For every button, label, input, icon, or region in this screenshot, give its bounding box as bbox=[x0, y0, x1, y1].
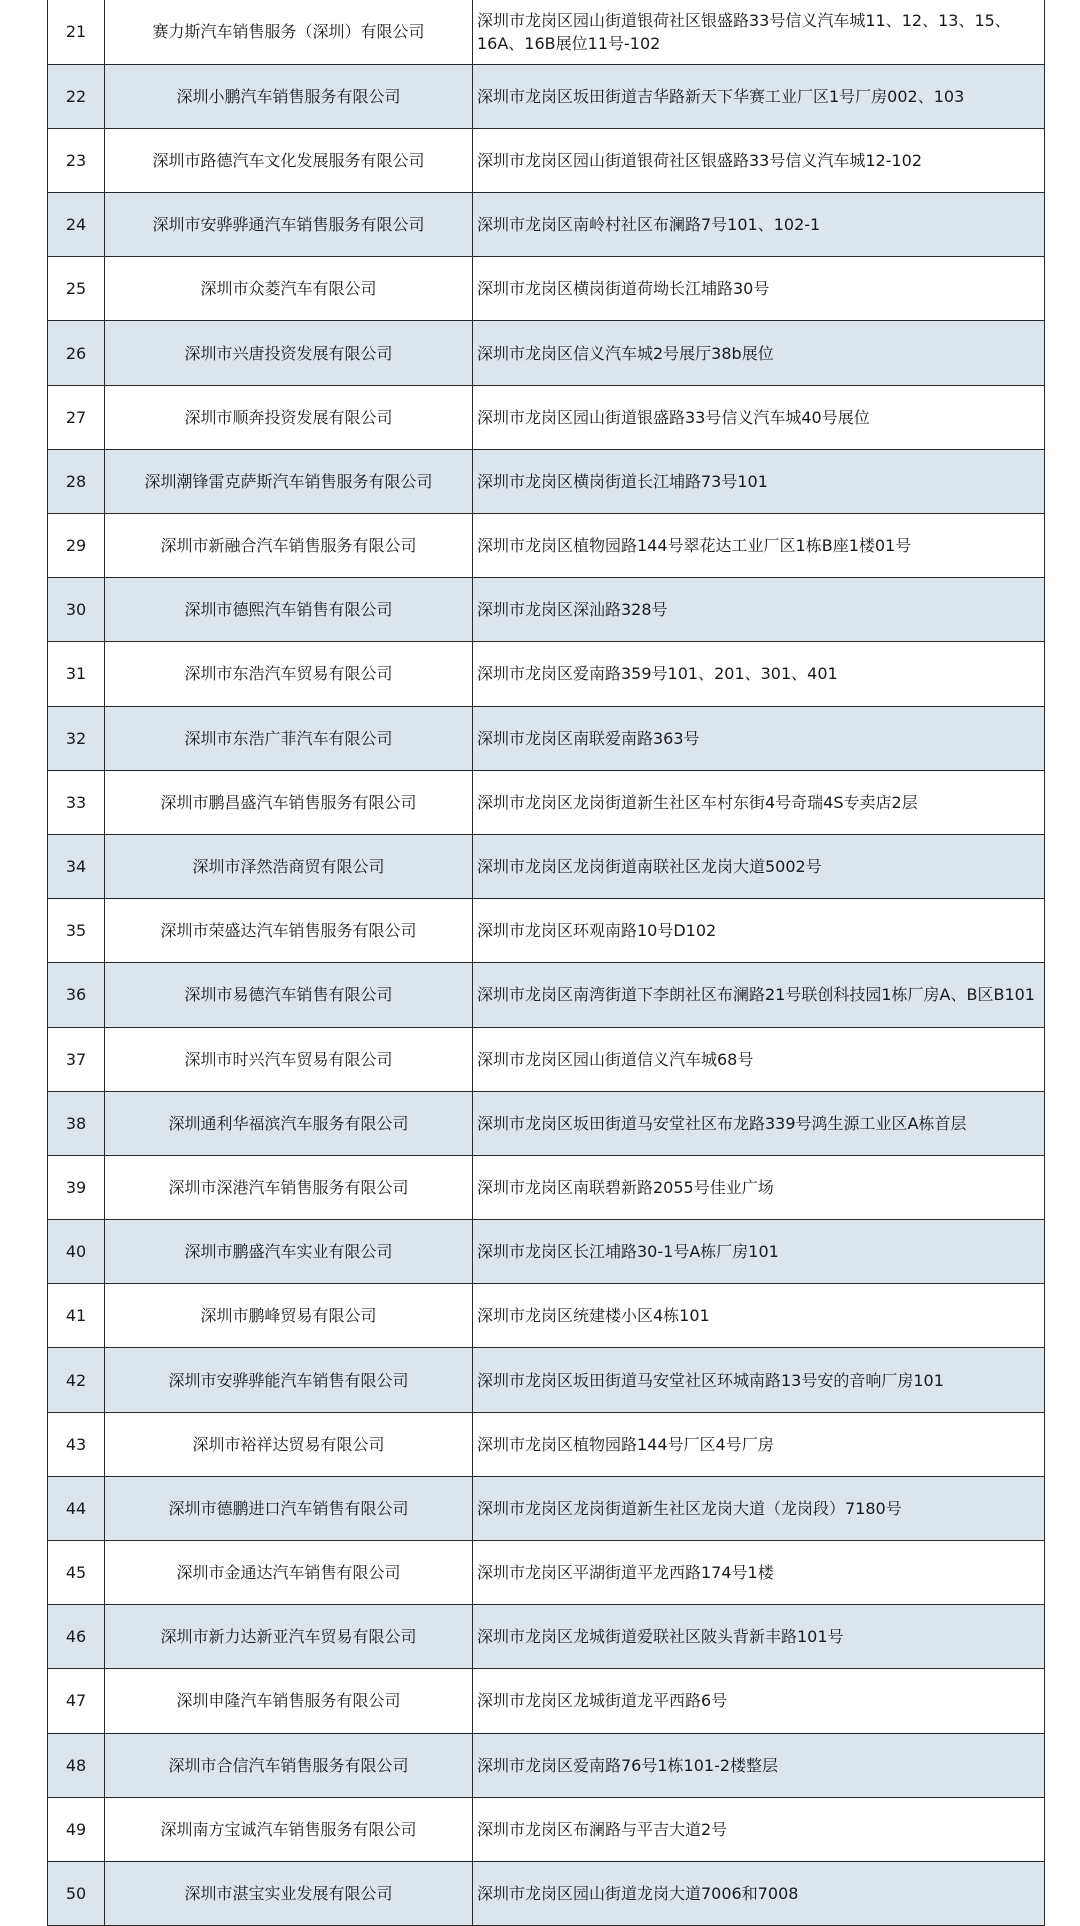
row-number: 26 bbox=[48, 321, 105, 385]
company-address: 深圳市龙岗区园山街道龙岗大道7006和7008 bbox=[473, 1861, 1045, 1925]
company-address: 深圳市龙岗区龙城街道爱联社区陂头背新丰路101号 bbox=[473, 1605, 1045, 1669]
table-row bbox=[48, 1797, 1045, 1861]
table-row bbox=[48, 642, 1045, 706]
row-number: 40 bbox=[48, 1220, 105, 1284]
company-address: 深圳市龙岗区平湖街道平龙西路174号1楼 bbox=[473, 1541, 1045, 1605]
table-row bbox=[48, 1027, 1045, 1091]
company-address: 深圳市龙岗区园山街道信义汽车城68号 bbox=[473, 1027, 1045, 1091]
table-row bbox=[48, 1155, 1045, 1219]
table-row bbox=[48, 899, 1045, 963]
dealer-table bbox=[47, 0, 1045, 1926]
company-name: 深圳市路德汽车文化发展服务有限公司 bbox=[105, 128, 473, 192]
company-name: 深圳市东浩汽车贸易有限公司 bbox=[105, 642, 473, 706]
company-address: 深圳市龙岗区园山街道银盛路33号信义汽车城40号展位 bbox=[473, 385, 1045, 449]
company-address: 深圳市龙岗区南岭村社区布澜路7号101、102-1 bbox=[473, 193, 1045, 257]
table-row bbox=[48, 1220, 1045, 1284]
row-number: 34 bbox=[48, 834, 105, 898]
company-name: 深圳市众菱汽车有限公司 bbox=[105, 257, 473, 321]
row-number: 33 bbox=[48, 770, 105, 834]
table-row bbox=[48, 1669, 1045, 1733]
row-number: 43 bbox=[48, 1412, 105, 1476]
row-number: 28 bbox=[48, 449, 105, 513]
company-address: 深圳市龙岗区爱南路359号101、201、301、401 bbox=[473, 642, 1045, 706]
row-number: 35 bbox=[48, 899, 105, 963]
company-name: 深圳市鹏峰贸易有限公司 bbox=[105, 1284, 473, 1348]
company-address: 深圳市龙岗区龙岗街道新生社区车村东街4号奇瑞4S专卖店2层 bbox=[473, 770, 1045, 834]
company-name: 深圳市顺奔投资发展有限公司 bbox=[105, 385, 473, 449]
table-row bbox=[48, 1284, 1045, 1348]
row-number: 44 bbox=[48, 1476, 105, 1540]
company-name: 深圳市泽然浩商贸有限公司 bbox=[105, 834, 473, 898]
company-address: 深圳市龙岗区坂田街道吉华路新天下华赛工业厂区1号厂房002、103 bbox=[473, 64, 1045, 128]
company-name: 深圳市易德汽车销售有限公司 bbox=[105, 963, 473, 1027]
company-name: 深圳市鹏昌盛汽车销售服务有限公司 bbox=[105, 770, 473, 834]
table-row bbox=[48, 514, 1045, 578]
table-row bbox=[48, 321, 1045, 385]
company-name: 深圳市时兴汽车贸易有限公司 bbox=[105, 1027, 473, 1091]
company-name: 深圳潮锋雷克萨斯汽车销售服务有限公司 bbox=[105, 449, 473, 513]
company-name: 深圳市荣盛达汽车销售服务有限公司 bbox=[105, 899, 473, 963]
row-number: 25 bbox=[48, 257, 105, 321]
company-name: 深圳市安骅骅通汽车销售服务有限公司 bbox=[105, 193, 473, 257]
row-number: 32 bbox=[48, 706, 105, 770]
company-address: 深圳市龙岗区爱南路76号1栋101-2楼整层 bbox=[473, 1733, 1045, 1797]
table-row bbox=[48, 128, 1045, 192]
table-row bbox=[48, 963, 1045, 1027]
row-number: 38 bbox=[48, 1091, 105, 1155]
row-number: 27 bbox=[48, 385, 105, 449]
company-name: 深圳市合信汽车销售服务有限公司 bbox=[105, 1733, 473, 1797]
company-address: 深圳市龙岗区龙城街道龙平西路6号 bbox=[473, 1669, 1045, 1733]
table-row bbox=[48, 1348, 1045, 1412]
table-row bbox=[48, 385, 1045, 449]
table-row bbox=[48, 1605, 1045, 1669]
company-name: 深圳市东浩广菲汽车有限公司 bbox=[105, 706, 473, 770]
row-number: 24 bbox=[48, 193, 105, 257]
table-row bbox=[48, 0, 1045, 64]
company-address: 深圳市龙岗区南联碧新路2055号佳业广场 bbox=[473, 1155, 1045, 1219]
company-address: 深圳市龙岗区环观南路10号D102 bbox=[473, 899, 1045, 963]
dealer-table-body bbox=[48, 0, 1045, 1926]
company-name: 赛力斯汽车销售服务（深圳）有限公司 bbox=[105, 0, 473, 64]
company-name: 深圳申隆汽车销售服务有限公司 bbox=[105, 1669, 473, 1733]
company-address: 深圳市龙岗区信义汽车城2号展厅38b展位 bbox=[473, 321, 1045, 385]
company-name: 深圳市新力达新亚汽车贸易有限公司 bbox=[105, 1605, 473, 1669]
company-address: 深圳市龙岗区统建楼小区4栋101 bbox=[473, 1284, 1045, 1348]
row-number: 39 bbox=[48, 1155, 105, 1219]
table-row bbox=[48, 1476, 1045, 1540]
company-name: 深圳市鹏盛汽车实业有限公司 bbox=[105, 1220, 473, 1284]
row-number: 37 bbox=[48, 1027, 105, 1091]
table-row bbox=[48, 64, 1045, 128]
company-name: 深圳市新融合汽车销售服务有限公司 bbox=[105, 514, 473, 578]
row-number: 41 bbox=[48, 1284, 105, 1348]
row-number: 36 bbox=[48, 963, 105, 1027]
row-number: 29 bbox=[48, 514, 105, 578]
company-address: 深圳市龙岗区坂田街道马安堂社区环城南路13号安的音响厂房101 bbox=[473, 1348, 1045, 1412]
row-number: 46 bbox=[48, 1605, 105, 1669]
table-row bbox=[48, 1861, 1045, 1925]
company-address: 深圳市龙岗区园山街道银荷社区银盛路33号信义汽车城12-102 bbox=[473, 128, 1045, 192]
table-row bbox=[48, 770, 1045, 834]
company-address: 深圳市龙岗区园山街道银荷社区银盛路33号信义汽车城11、12、13、15、16A、16B展位11号-102 bbox=[473, 0, 1045, 64]
company-address: 深圳市龙岗区龙岗街道新生社区龙岗大道（龙岗段）7180号 bbox=[473, 1476, 1045, 1540]
row-number: 30 bbox=[48, 578, 105, 642]
row-number: 49 bbox=[48, 1797, 105, 1861]
table-row bbox=[48, 1412, 1045, 1476]
company-name: 深圳市深港汽车销售服务有限公司 bbox=[105, 1155, 473, 1219]
company-address: 深圳市龙岗区长江埔路30-1号A栋厂房101 bbox=[473, 1220, 1045, 1284]
company-address: 深圳市龙岗区坂田街道马安堂社区布龙路339号鸿生源工业区A栋首层 bbox=[473, 1091, 1045, 1155]
company-address: 深圳市龙岗区南联爱南路363号 bbox=[473, 706, 1045, 770]
row-number: 23 bbox=[48, 128, 105, 192]
company-name: 深圳市金通达汽车销售有限公司 bbox=[105, 1541, 473, 1605]
company-name: 深圳小鹏汽车销售服务有限公司 bbox=[105, 64, 473, 128]
table-row bbox=[48, 706, 1045, 770]
company-address: 深圳市龙岗区横岗街道荷坳长江埔路30号 bbox=[473, 257, 1045, 321]
company-name: 深圳市德熙汽车销售有限公司 bbox=[105, 578, 473, 642]
company-name: 深圳南方宝诚汽车销售服务有限公司 bbox=[105, 1797, 473, 1861]
company-name: 深圳市德鹏进口汽车销售有限公司 bbox=[105, 1476, 473, 1540]
table-row bbox=[48, 1541, 1045, 1605]
row-number: 47 bbox=[48, 1669, 105, 1733]
company-name: 深圳市裕祥达贸易有限公司 bbox=[105, 1412, 473, 1476]
table-row bbox=[48, 834, 1045, 898]
row-number: 50 bbox=[48, 1861, 105, 1925]
company-address: 深圳市龙岗区南湾街道下李朗社区布澜路21号联创科技园1栋厂房A、B区B101 bbox=[473, 963, 1045, 1027]
row-number: 22 bbox=[48, 64, 105, 128]
company-name: 深圳通利华福滨汽车服务有限公司 bbox=[105, 1091, 473, 1155]
company-address: 深圳市龙岗区横岗街道长江埔路73号101 bbox=[473, 449, 1045, 513]
table-row bbox=[48, 1733, 1045, 1797]
company-name: 深圳市湛宝实业发展有限公司 bbox=[105, 1861, 473, 1925]
table-row bbox=[48, 193, 1045, 257]
company-address: 深圳市龙岗区植物园路144号翠花达工业厂区1栋B座1楼01号 bbox=[473, 514, 1045, 578]
row-number: 31 bbox=[48, 642, 105, 706]
row-number: 45 bbox=[48, 1541, 105, 1605]
row-number: 48 bbox=[48, 1733, 105, 1797]
dealer-table-container bbox=[47, 0, 1044, 1926]
company-address: 深圳市龙岗区龙岗街道南联社区龙岗大道5002号 bbox=[473, 834, 1045, 898]
table-row bbox=[48, 1091, 1045, 1155]
row-number: 42 bbox=[48, 1348, 105, 1412]
company-name: 深圳市兴唐投资发展有限公司 bbox=[105, 321, 473, 385]
table-row bbox=[48, 449, 1045, 513]
company-address: 深圳市龙岗区布澜路与平吉大道2号 bbox=[473, 1797, 1045, 1861]
table-row bbox=[48, 257, 1045, 321]
company-name: 深圳市安骅骅能汽车销售有限公司 bbox=[105, 1348, 473, 1412]
row-number: 21 bbox=[48, 0, 105, 64]
company-address: 深圳市龙岗区深汕路328号 bbox=[473, 578, 1045, 642]
company-address: 深圳市龙岗区植物园路144号厂区4号厂房 bbox=[473, 1412, 1045, 1476]
table-row bbox=[48, 578, 1045, 642]
